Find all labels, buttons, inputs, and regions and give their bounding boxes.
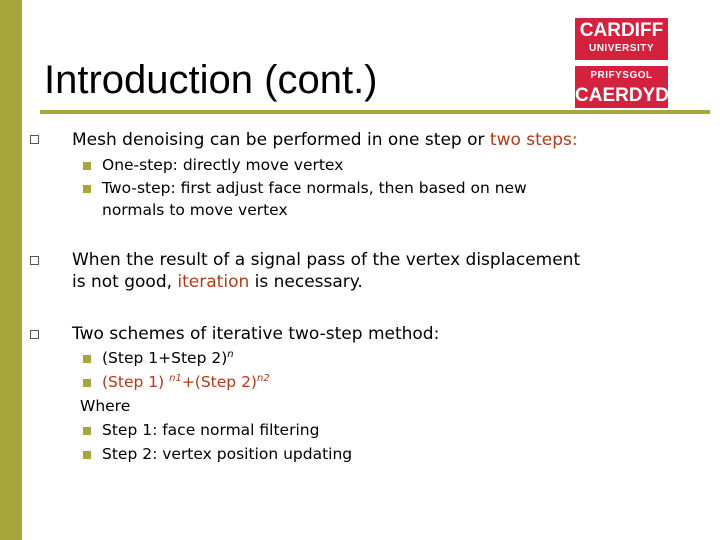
left-sidebar-bar: [0, 0, 22, 540]
logo-line3: PRIFYSGOL: [590, 70, 653, 81]
logo-line2: UNIVERSITY: [588, 43, 654, 54]
scheme-2: [102, 371, 270, 393]
sub-bullet-icon: [83, 451, 91, 459]
bullet-square-icon: [30, 330, 39, 339]
university-logo: [575, 18, 668, 108]
sub-bullet-icon: [83, 379, 91, 387]
bullet-1-text-main: Mesh denoising can be performed in one step or: [72, 130, 490, 150]
scheme-2-exponent-2: n2: [256, 373, 270, 384]
logo-bottom-block: [575, 66, 668, 108]
scheme-2-exponent-1: n1: [169, 373, 182, 384]
bullet-3-text: Two schemes of iterative two-step method:: [72, 324, 440, 344]
where-label: Where: [80, 397, 131, 415]
bullet-2-line2-before: is not good,: [72, 272, 178, 292]
where-item-2: Step 2: vertex position updating: [102, 445, 353, 463]
bullet-square-icon: [30, 256, 39, 265]
scheme-1-exponent: n: [227, 349, 234, 360]
bullet-2-line2: [72, 271, 363, 293]
sub-bullet-icon: [83, 427, 91, 435]
logo-line4: CAERDYD: [575, 85, 669, 106]
logo-top-block: [575, 18, 668, 60]
bullet-2-line1: When the result of a signal pass of the vertex displacement: [72, 250, 581, 270]
sub-bullet-1: One-step: directly move vertex: [102, 156, 344, 174]
scheme-2-text-a: (Step 1): [102, 373, 170, 391]
where-item-1: Step 1: face normal filtering: [102, 421, 320, 439]
scheme-1-text: (Step 1+Step 2): [102, 349, 228, 367]
slide-title: Introduction (cont.): [44, 58, 378, 102]
sub-bullet-icon: [83, 185, 91, 193]
sub-bullet-2-cont: normals to move vertex: [102, 201, 288, 219]
bullet-1-text: [72, 129, 578, 151]
bullet-2-highlight: iteration: [177, 272, 250, 292]
sub-bullet-icon: [83, 355, 91, 363]
logo-line1: CARDIFF: [579, 20, 664, 41]
bullet-square-icon: [30, 135, 39, 144]
bullet-2-line2-after: is necessary.: [249, 272, 363, 292]
bullet-1-highlight: two steps:: [489, 130, 578, 150]
sub-bullet-2: Two-step: first adjust face normals, then based on new: [102, 179, 527, 197]
sub-bullet-icon: [83, 162, 91, 170]
scheme-2-text-b: +(Step 2): [181, 373, 257, 391]
title-underline: [40, 110, 710, 114]
scheme-1: [102, 347, 234, 369]
